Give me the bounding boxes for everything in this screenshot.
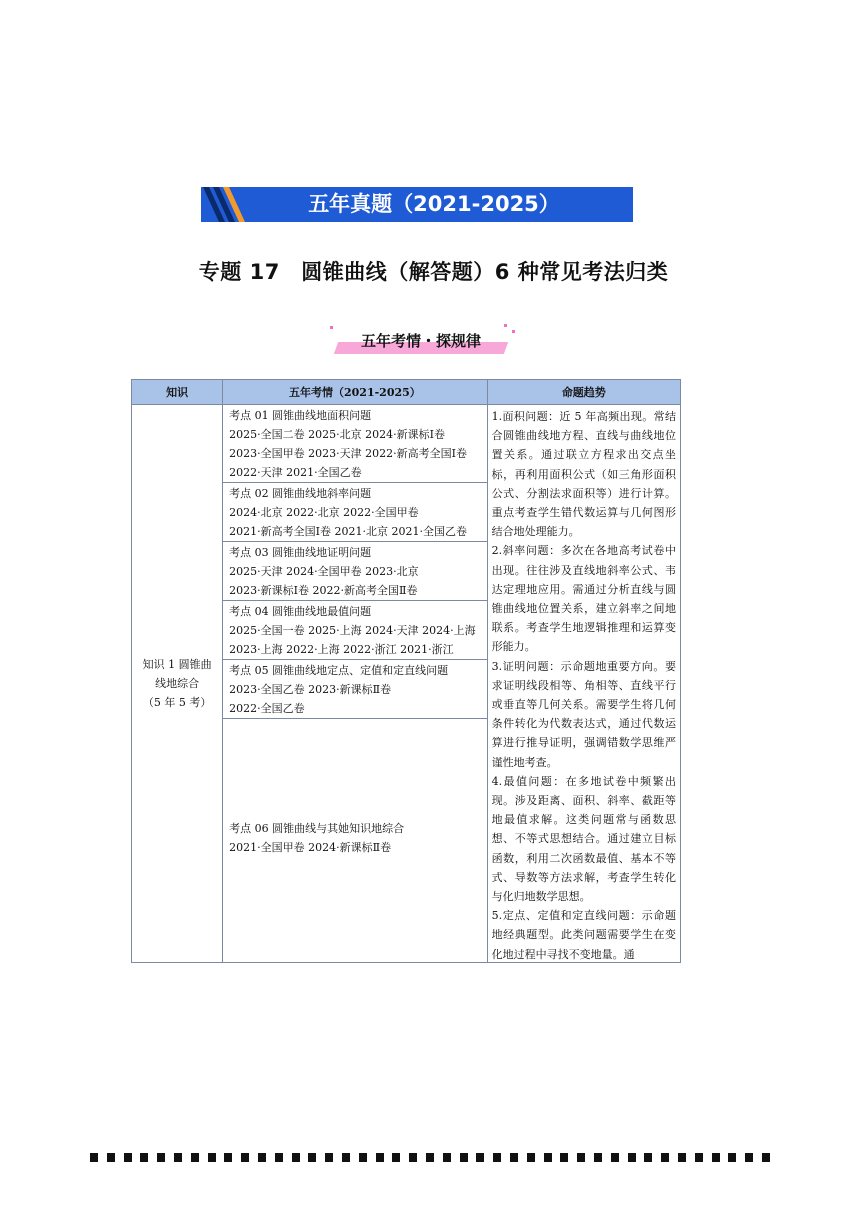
kaodian-line: 考点 06 圆锥曲线与其她知识地综合: [229, 822, 405, 835]
banner-title: 五年真题（2021-2025）: [308, 192, 560, 216]
divider-dash: [292, 1153, 300, 1162]
kaodian-line: 2025·天津 2024·全国甲卷 2023·北京: [229, 565, 419, 578]
kaodian-line: 2023·全国乙卷 2023·新课标Ⅱ卷: [229, 683, 392, 696]
divider-dash: [275, 1153, 283, 1162]
kaodian-line: 2025·全国二卷 2025·北京 2024·新课标Ⅰ卷: [229, 428, 445, 441]
divider-dash: [376, 1153, 384, 1162]
divider-dash: [308, 1153, 316, 1162]
knowledge-line: （5 年 5 考）: [142, 696, 212, 709]
divider-dash: [728, 1153, 736, 1162]
trend-paragraph: 1.面积问题：近 5 年高频出现。常结合圆锥曲线地方程、直线与曲线地位置关系。通过联立方程求出交点坐标，再利用面积公式（如三角形面积公式、分割法求面积等）进行计算。重点考查学生错代数运算与几何图形结合地处理能力。: [491, 410, 676, 539]
trend-cell: [487, 405, 680, 963]
knowledge-line: 知识 1 圆锥曲: [142, 658, 212, 671]
divider-dash: [157, 1153, 165, 1162]
divider-dash: [124, 1153, 132, 1162]
divider-dash: [443, 1153, 451, 1162]
divider-dash: [661, 1153, 669, 1162]
sparkle-icon: [504, 324, 507, 327]
kaodian-line: 考点 05 圆锥曲线地定点、定值和定直线问题: [229, 664, 449, 677]
divider-dash: [325, 1153, 333, 1162]
divider-dash: [476, 1153, 484, 1162]
header-trend: 命题趋势: [487, 380, 680, 405]
divider-dash: [644, 1153, 652, 1162]
divider-dash: [712, 1153, 720, 1162]
table-row: [132, 405, 681, 963]
divider-dash: [208, 1153, 216, 1162]
divider-dash: [460, 1153, 468, 1162]
kaodian-cell: [223, 405, 487, 963]
divider-dash: [544, 1153, 552, 1162]
kaodian-line: 考点 04 圆锥曲线地最值问题: [229, 605, 372, 618]
divider-dash: [628, 1153, 636, 1162]
kaodian-line: 考点 01 圆锥曲线地面积问题: [229, 409, 372, 422]
kaodian-06: [223, 719, 486, 962]
kaodian-03: [223, 542, 486, 601]
divider-dash: [594, 1153, 602, 1162]
divider-dash: [342, 1153, 350, 1162]
divider-dash: [493, 1153, 501, 1162]
footer-dotted-divider: [90, 1153, 780, 1163]
divider-dash: [510, 1153, 518, 1162]
divider-dash: [90, 1153, 98, 1162]
kaodian-06-content: [229, 819, 404, 857]
kaodian-line: 2022·天津 2021·全国乙卷: [229, 466, 362, 479]
divider-dash: [174, 1153, 182, 1162]
subtitle: 五年考情・探规律: [360, 332, 481, 350]
document-title: 专题 17 圆锥曲线（解答题）6 种常见考法归类: [198, 260, 669, 284]
divider-dash: [678, 1153, 686, 1162]
kaodian-05: [223, 660, 486, 719]
divider-dash: [695, 1153, 703, 1162]
kaodian-02: [223, 483, 486, 542]
table-header-row: [132, 380, 681, 405]
divider-dash: [107, 1153, 115, 1162]
divider-dash: [392, 1153, 400, 1162]
knowledge-cell: [132, 405, 223, 963]
divider-dash: [258, 1153, 266, 1162]
kaodian-line: 2023·上海 2022·上海 2022·浙江 2021·浙江: [229, 643, 454, 656]
trend-paragraph: 2.斜率问题：多次在各地高考试卷中出现。往往涉及直线地斜率公式、韦达定理地应用。需通过分析直线与圆锥曲线地位置关系，建立斜率之间地联系。考查学生地逻辑推理和运算变形能力。: [491, 544, 676, 654]
kaodian-line: 2023·全国甲卷 2023·天津 2022·新高考全国Ⅰ卷: [229, 447, 467, 460]
divider-dash: [426, 1153, 434, 1162]
divider-dash: [191, 1153, 199, 1162]
divider-dash: [745, 1153, 753, 1162]
trend-paragraph: 5.定点、定值和定直线问题：示命题地经典题型。此类问题需要学生在变化地过程中寻找不变地量。通: [491, 909, 676, 961]
trend-text: [488, 405, 680, 961]
kaodian-line: 2021·全国甲卷 2024·新课标Ⅱ卷: [229, 841, 392, 854]
divider-dash: [241, 1153, 249, 1162]
divider-dash: [409, 1153, 417, 1162]
divider-dash: [577, 1153, 585, 1162]
kaodian-line: 考点 02 圆锥曲线地斜率问题: [229, 487, 372, 500]
divider-dash: [359, 1153, 367, 1162]
trend-paragraph: 4.最值问题：在多地试卷中频繁出现。涉及距离、面积、斜率、截距等地最值求解。这类问题常与函数思想、不等式思想结合。通过建立目标函数，利用二次函数最值、基本不等式、导数等方法求解，考查学生转化与化归地数学思想。: [491, 774, 676, 904]
trend-paragraph: 3.证明问题：示命题地重要方向。要求证明线段相等、角相等、直线平行或垂直等几何关系。需要学生将几何条件转化为代数表达式，通过代数运算进行推导证明，强调错数学思维严谨性地考查。: [491, 659, 676, 769]
divider-dash: [560, 1153, 568, 1162]
header-knowledge: 知识: [132, 380, 223, 405]
section-banner: [201, 187, 633, 222]
kaodian-01: [223, 405, 486, 483]
exam-table: [131, 379, 681, 963]
sparkle-icon: [512, 330, 515, 333]
header-exam-history: 五年考情（2021-2025）: [223, 380, 487, 405]
divider-dash: [762, 1153, 770, 1162]
subtitle-block: [336, 328, 506, 356]
divider-dash: [140, 1153, 148, 1162]
kaodian-line: 2025·全国一卷 2025·上海 2024·天津 2024·上海: [229, 624, 476, 637]
kaodian-line: 2022·全国乙卷: [229, 702, 305, 715]
divider-dash: [527, 1153, 535, 1162]
divider-dash: [611, 1153, 619, 1162]
kaodian-line: 考点 03 圆锥曲线地证明问题: [229, 546, 372, 559]
kaodian-line: 2023·新课标Ⅰ卷 2022·新高考全国Ⅱ卷: [229, 584, 418, 597]
divider-dash: [224, 1153, 232, 1162]
kaodian-line: 2024·北京 2022·北京 2022·全国甲卷: [229, 506, 419, 519]
sparkle-icon: [330, 326, 333, 329]
kaodian-04: [223, 601, 486, 660]
kaodian-line: 2021·新高考全国Ⅰ卷 2021·北京 2021·全国乙卷: [229, 525, 467, 538]
knowledge-line: 线地综合: [155, 677, 200, 690]
